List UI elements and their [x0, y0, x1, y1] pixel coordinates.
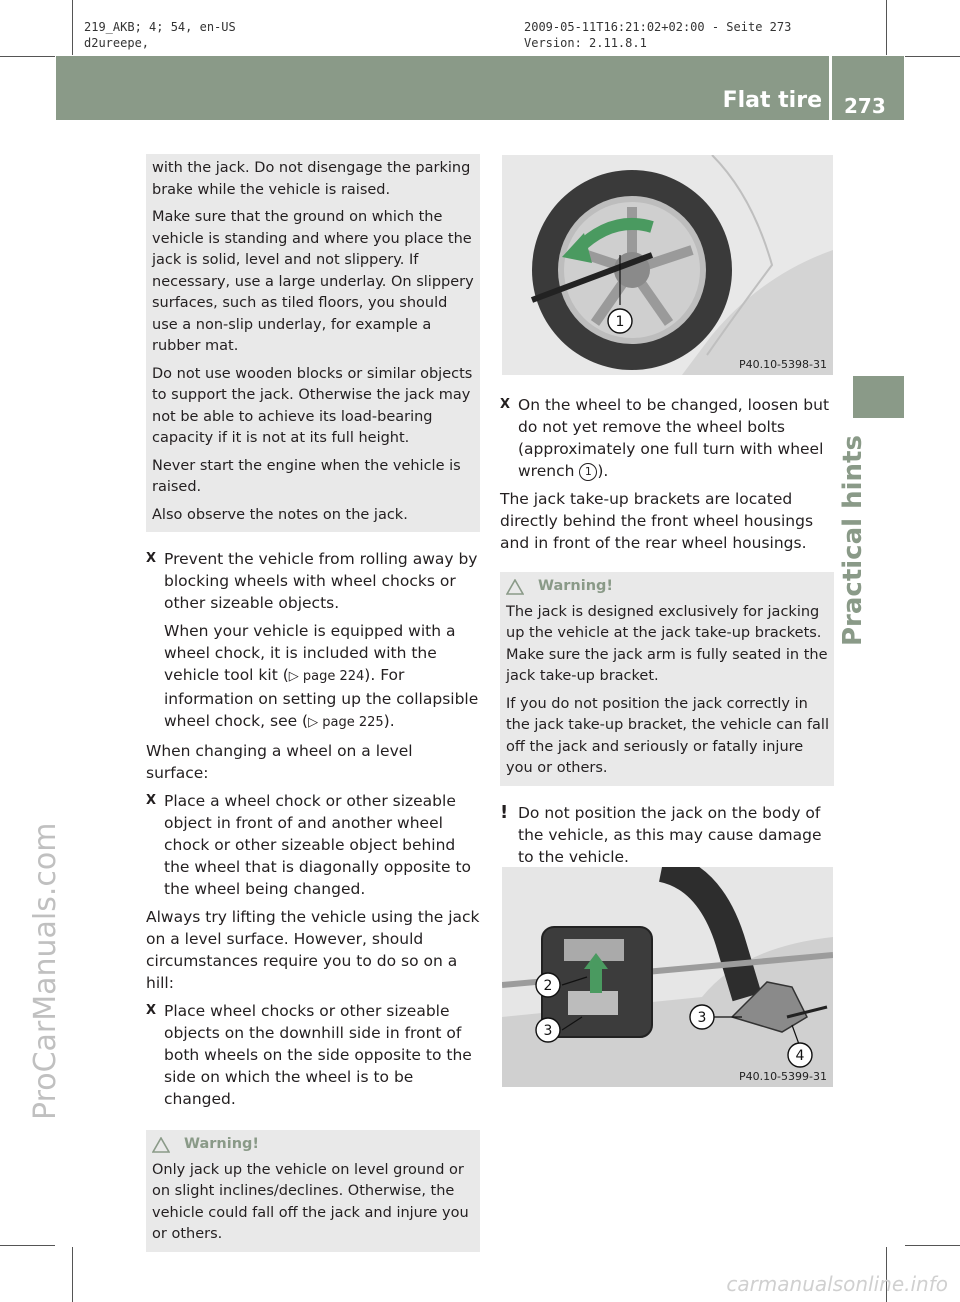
photo-code: P40.10-5399-31: [738, 1070, 827, 1083]
warning-heading: [506, 576, 830, 598]
crop-mark: [905, 1245, 960, 1246]
wheel-illustration: [502, 155, 833, 375]
box-paragraph: Do not use wooden blocks or similar objects to support the jack. Otherwise the jack may not be able to achieve its load-bearing capacity if it is not at its full height.: [152, 365, 473, 446]
step-text: Prevent the vehicle from rolling away by blocking wheels with wheel chocks or other sizeable objects.: [164, 550, 478, 612]
exclamation-icon: !: [500, 801, 509, 823]
paragraph: Always try lifting the vehicle using the jack on a level surface. However, should circumstances require you to do so on a hill:: [146, 908, 480, 992]
step-mark: X: [146, 551, 157, 566]
paragraph: When changing a wheel on a level surface:: [146, 742, 413, 782]
instruction-step: [146, 1000, 480, 1110]
step-mark: X: [146, 793, 157, 808]
warning-text: The jack is designed exclusively for jacking up the vehicle at the jack take-up brackets. Make sure the jack arm is fully seated in the jack take-up bracket.: [506, 603, 828, 684]
step-text: On the wheel to be changed, loosen but do not yet remove the wheel bolts (approximately one full turn with wheel wrench: [518, 396, 830, 480]
step-mark: X: [146, 1003, 157, 1018]
photo-callout-1: 1: [615, 314, 625, 330]
photo-callout-3b: 3: [697, 1010, 707, 1026]
page-reference-link[interactable]: ▷ page 224: [288, 669, 365, 684]
section-tab: [853, 376, 904, 418]
page-number: 273: [844, 94, 886, 118]
footer-url: carmanualsonline.info: [726, 1272, 948, 1296]
jack-illustration: [502, 867, 833, 1087]
crop-mark: [0, 1245, 55, 1246]
damage-note: [500, 802, 834, 868]
print-meta-left-1: 219_AKB; 4; 54, en-US: [84, 20, 236, 34]
callout-circle-icon: 1: [579, 463, 597, 481]
instruction-step: [146, 548, 480, 614]
watermark: ProCarManuals.com: [28, 822, 63, 1120]
photo-callout-2: 2: [543, 978, 553, 994]
warning-text: Only jack up the vehicle on level ground or on slight inclines/declines. Otherwise, the vehicle could fall off the jack and injure you or others.: [152, 1161, 469, 1242]
warning-label: Warning!: [538, 578, 614, 594]
warning-text: If you do not position the jack correctly in the jack take-up bracket, the vehicle can fall off the jack and seriously or fatally injure you or others.: [506, 695, 829, 776]
step-mark: X: [500, 397, 511, 412]
print-meta-right-2: Version: 2.11.8.1: [524, 36, 647, 50]
paragraph: The jack take-up brackets are located directly behind the front wheel housings and in front of the rear wheel housings.: [500, 490, 814, 552]
crop-mark: [886, 0, 887, 55]
warning-continuation-box: [146, 154, 480, 532]
warning-heading: [152, 1134, 476, 1156]
step-text: Place a wheel chock or other sizeable object in front of and another wheel chock or other sizeable object behind the wheel that is diagonally opposite to the wheel being changed.: [164, 792, 472, 898]
crop-mark: [0, 56, 55, 57]
side-section-label: Practical hints: [838, 435, 868, 646]
step-text: Place wheel chocks or other sizeable objects on the downhill side in front of both wheels on the side opposite to the side on which the wheel is to be changed.: [164, 1002, 472, 1108]
warning-triangle-icon: [152, 1137, 170, 1153]
box-paragraph: Make sure that the ground on which the vehicle is standing and where you place the jack is solid, level and not slippery. If necessary, use a large underlay. On slippery surfaces, such as tiled floors, you should use a non-slip underlay, for example a rubber mat.: [152, 209, 474, 354]
note-text: Do not position the jack on the body of the vehicle, as this may cause damage to the vehicle.: [518, 803, 822, 866]
warning-box: [146, 1130, 480, 1252]
print-meta-left-2: d2ureepe,: [84, 36, 150, 50]
left-column: [146, 154, 480, 1252]
instruction-step: X On the wheel to be changed, loosen but do not yet remove the wheel bolts (approximately one full turn with wheel wrench 1 ).: [500, 396, 830, 480]
box-paragraph: Never start the engine when the vehicle is raised.: [152, 457, 461, 495]
header-divider: [829, 56, 832, 120]
instruction-step: [146, 790, 480, 900]
crop-mark: [905, 56, 960, 57]
crop-mark: [72, 1247, 73, 1302]
photo-code: P40.10-5398-31: [738, 358, 827, 371]
box-paragraph: with the jack. Do not disengage the parking brake while the vehicle is raised.: [152, 160, 471, 198]
step-subtext: When your vehicle is equipped with a wheel chock, it is included with the vehicle tool kit (▷ page 224). For information on setting up the collapsible wheel chock, see (▷ page 225).: [164, 622, 479, 730]
page-reference-link[interactable]: ▷ page 225: [308, 715, 384, 730]
photo-callout-3: 3: [543, 1023, 553, 1039]
photo-callout-4: 4: [795, 1048, 805, 1064]
section-title: Flat tire: [722, 88, 822, 113]
print-meta-right-1: 2009-05-11T16:21:02+02:00 - Seite 273: [524, 20, 792, 34]
crop-mark: [72, 0, 73, 55]
wheel-wrench-photo: [502, 155, 833, 375]
warning-label: Warning!: [184, 1136, 260, 1152]
warning-box: [500, 572, 834, 786]
jack-position-photo: [502, 867, 833, 1087]
right-column: [500, 394, 834, 868]
box-paragraph: Also observe the notes on the jack.: [152, 506, 408, 523]
warning-triangle-icon: [506, 579, 524, 595]
